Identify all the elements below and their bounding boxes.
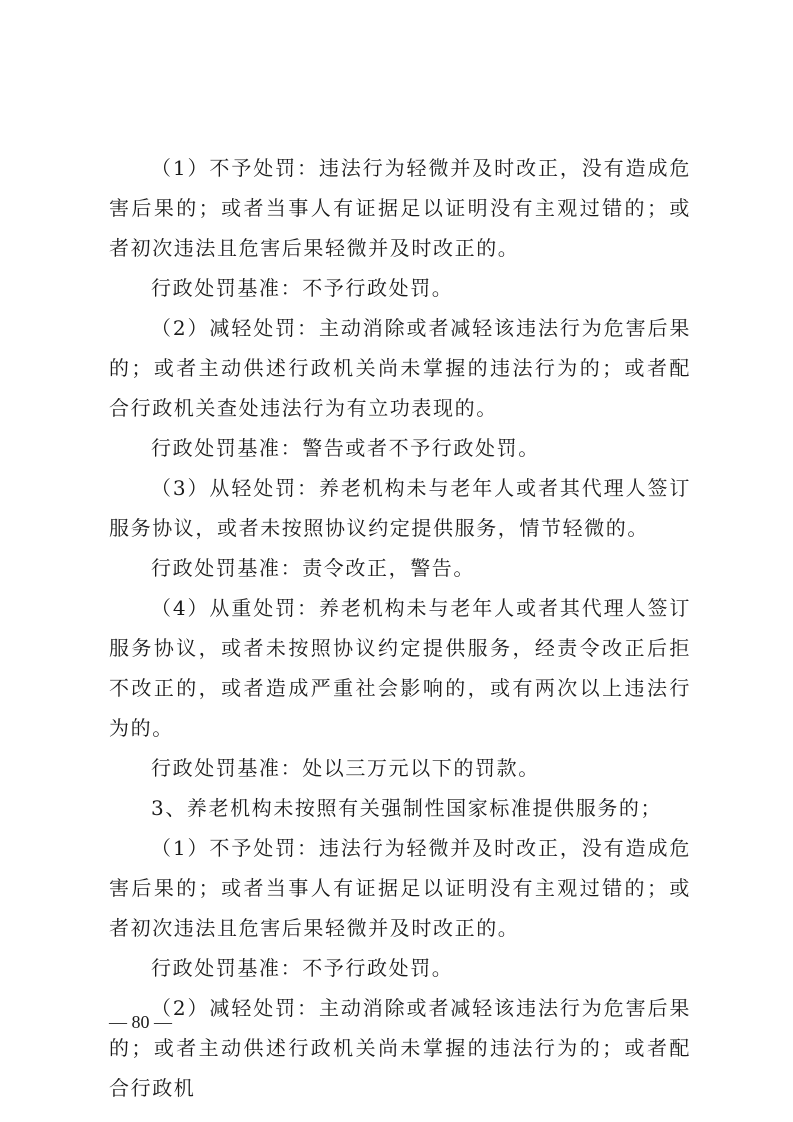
paragraph-8: 行政处罚基准：处以三万元以下的罚款。 — [151, 756, 540, 780]
paragraph-10: （1）不予处罚：违法行为轻微并及时改正，没有造成危害后果的；或者当事人有证据足以证明没有主观过错的；或者初次违法且危害后果轻微并及时改正的。 — [109, 836, 691, 940]
paragraph-4: 行政处罚基准：警告或者不予行政处罚。 — [151, 436, 540, 460]
paragraph-7: （4）从重处罚：养老机构未与老年人或者其代理人签订服务协议，或者未按照协议约定提供服务，经责令改正后拒不改正的，或者造成严重社会影响的，或有两次以上违法行为的。 — [109, 596, 691, 740]
paragraph-3: （2）减轻处罚：主动消除或者减轻该违法行为危害后果的；或者主动供述行政机关尚未掌握的违法行为的；或者配合行政机关查处违法行为有立功表现的。 — [109, 316, 691, 420]
paragraph-5: （3）从轻处罚：养老机构未与老年人或者其代理人签订服务协议，或者未按照协议约定提供服务，情节轻微的。 — [109, 476, 691, 540]
paragraph-12: （2）减轻处罚：主动消除或者减轻该违法行为危害后果的；或者主动供述行政机关尚未掌握的违法行为的；或者配合行政机 — [109, 996, 691, 1100]
paragraph-2: 行政处罚基准：不予行政处罚。 — [151, 276, 454, 300]
page-number: — 80 — — [109, 1012, 172, 1032]
paragraph-11: 行政处罚基准：不予行政处罚。 — [151, 956, 454, 980]
body-text — [109, 148, 691, 1108]
paragraph-9: 3、养老机构未按照有关强制性国家标准提供服务的； — [151, 796, 663, 820]
paragraph-6: 行政处罚基准：责令改正，警告。 — [151, 556, 475, 580]
paragraph-1: （1）不予处罚：违法行为轻微并及时改正，没有造成危害后果的；或者当事人有证据足以证明没有主观过错的；或者初次违法且危害后果轻微并及时改正的。 — [109, 156, 691, 260]
